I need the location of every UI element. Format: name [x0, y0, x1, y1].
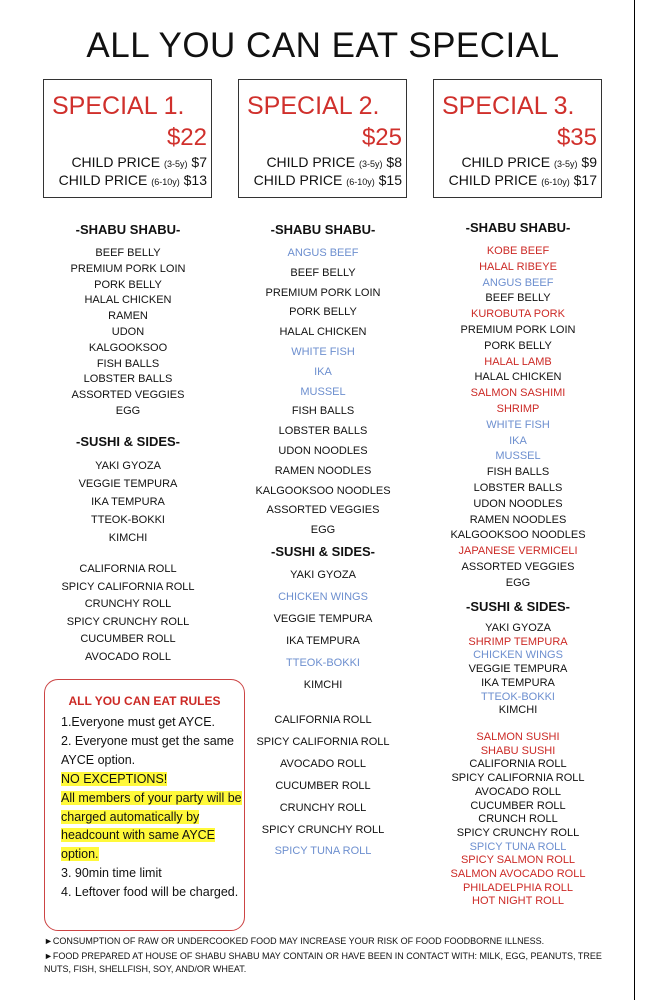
- menu-item: VEGGIE TEMPURA: [468, 663, 568, 676]
- child-price-young: CHILD PRICE (3-5y) $7: [71, 154, 207, 170]
- menu-item: SALMON AVOCADO ROLL: [450, 868, 586, 880]
- menu-item: SHRIMP: [496, 403, 540, 415]
- menu-item: SPICY CALIFORNIA ROLL: [451, 772, 585, 785]
- menu-item: BEEF BELLY: [290, 266, 356, 279]
- menu-item: PHILADELPHIA ROLL: [462, 881, 574, 894]
- menu-item: UDON NOODLES: [473, 497, 563, 510]
- menu-item: IKA: [314, 365, 332, 378]
- menu-item: EGG: [310, 524, 336, 537]
- menu-item: LOBSTER BALLS: [473, 482, 563, 494]
- allergen-warning-line-2: NUTS, FISH, SHELLFISH, SOY, AND/OR WHEAT.: [44, 964, 247, 974]
- menu-item: CUCUMBER ROLL: [470, 799, 566, 812]
- menu-item: KALGOOKSOO: [88, 341, 168, 354]
- menu-item: KIMCHI: [303, 678, 343, 691]
- menu-item: CRUNCHY ROLL: [279, 801, 367, 814]
- menu-item: ANGUS BEEF: [287, 247, 359, 259]
- child-price-older: CHILD PRICE (6-10y) $15: [253, 172, 402, 188]
- menu-item: KIMCHI: [498, 704, 538, 717]
- allergen-warning-line-1: ►FOOD PREPARED AT HOUSE OF SHABU SHABU MAY CONTAIN OR HAVE BEEN IN CONTACT WITH: MILK, EGG, PEANUTS, TREE: [44, 951, 602, 961]
- menu-item: ASSORTED VEGGIES: [71, 389, 185, 402]
- special-name: SPECIAL 1.: [52, 92, 185, 120]
- menu-item: CRUNCHY ROLL: [84, 598, 172, 611]
- menu-item: WHITE FISH: [291, 346, 355, 358]
- menu-item: SHRIMP TEMPURA: [468, 635, 568, 648]
- menu-item: ASSORTED VEGGIES: [461, 561, 575, 573]
- menu-item: PREMIUM PORK LOIN: [265, 286, 381, 299]
- menu-item: SALMON SASHIMI: [470, 387, 566, 400]
- shabu-header: -SHABU SHABU-: [75, 222, 181, 237]
- menu-item: CUCUMBER ROLL: [80, 633, 176, 646]
- menu-item: CUCUMBER ROLL: [275, 779, 371, 792]
- shabu-header: -SHABU SHABU-: [270, 222, 376, 237]
- menu-item: PREMIUM PORK LOIN: [460, 324, 576, 336]
- menu-item: SHABU SUSHI: [480, 744, 556, 757]
- menu-item: SPICY CRUNCHY ROLL: [66, 615, 190, 628]
- menu-item: VEGGIE TEMPURA: [78, 477, 178, 490]
- menu-item: KIMCHI: [108, 531, 148, 544]
- menu-item: PORK BELLY: [484, 339, 552, 352]
- menu-item: CALIFORNIA ROLL: [469, 758, 567, 771]
- menu-item: IKA TEMPURA: [286, 634, 360, 647]
- special-name: SPECIAL 2.: [247, 92, 380, 120]
- menu-item: FISH BALLS: [96, 357, 160, 370]
- menu-item: SPICY CALIFORNIA ROLL: [61, 580, 195, 593]
- menu-item: CHICKEN WINGS: [278, 590, 368, 603]
- special-price: $22: [166, 124, 207, 151]
- child-price-older: CHILD PRICE (6-10y) $13: [58, 172, 207, 188]
- menu-item: PREMIUM PORK LOIN: [70, 262, 186, 275]
- page-title: ALL YOU CAN EAT SPECIAL: [86, 26, 560, 65]
- menu-item: BEEF BELLY: [485, 292, 551, 305]
- menu-item: CALIFORNIA ROLL: [79, 563, 177, 575]
- menu-item: CALIFORNIA ROLL: [274, 714, 372, 726]
- menu-item: KALGOOKSOO NOODLES: [255, 484, 391, 497]
- menu-item: ANGUS BEEF: [482, 276, 554, 289]
- menu-item: MUSSEL: [495, 450, 541, 463]
- special-2-menu: [238, 0, 408, 1000]
- menu-item: LOBSTER BALLS: [83, 373, 173, 386]
- child-price-young: CHILD PRICE (3-5y) $8: [266, 154, 402, 170]
- rule-4: 4. Leftover food will be charged.: [61, 885, 239, 900]
- menu-item: AVOCADO ROLL: [280, 757, 366, 770]
- menu-item: EGG: [115, 405, 141, 417]
- menu-item: SPICY CRUNCHY ROLL: [261, 823, 385, 836]
- menu-item: CHICKEN WINGS: [473, 649, 563, 662]
- menu-item: KALGOOKSOO NOODLES: [450, 529, 586, 542]
- menu-item: AVOCADO ROLL: [475, 785, 561, 798]
- menu-item: HALAL CHICKEN: [279, 326, 367, 339]
- menu-item: HALAL RIBEYE: [479, 260, 557, 273]
- menu-item: IKA TEMPURA: [91, 495, 165, 508]
- sushi-header: -SUSHI & SIDES-: [75, 434, 180, 449]
- raw-food-warning: ►CONSUMPTION OF RAW OR UNDERCOOKED FOOD MAY INCREASE YOUR RISK OF FOOD FOODBORNE ILLNESS.: [44, 936, 545, 946]
- menu-item: HALAL LAMB: [484, 355, 552, 368]
- menu-item: BEEF BELLY: [95, 247, 161, 259]
- menu-item: VEGGIE TEMPURA: [273, 612, 373, 625]
- menu-item: PORK BELLY: [94, 278, 162, 291]
- rule-2-emphasis: NO EXCEPTIONS!: [61, 771, 168, 786]
- child-price-young: CHILD PRICE (3-5y) $9: [461, 154, 597, 170]
- special-name: SPECIAL 3.: [442, 92, 575, 120]
- menu-item: SPICY CALIFORNIA ROLL: [256, 735, 390, 748]
- menu-item: IKA: [509, 434, 527, 447]
- rules-title: ALL YOU CAN EAT RULES: [68, 694, 221, 708]
- menu-item: RAMEN NOODLES: [274, 464, 372, 477]
- menu-item: SPICY CRUNCHY ROLL: [456, 826, 580, 839]
- menu-item: JAPANESE VERMICELI: [458, 545, 578, 558]
- menu-item: WHITE FISH: [486, 418, 550, 431]
- menu-item: IKA TEMPURA: [481, 676, 555, 689]
- menu-item: RAMEN: [108, 310, 148, 323]
- sushi-header: -SUSHI & SIDES-: [465, 599, 570, 614]
- menu-item: UDON NOODLES: [278, 445, 368, 457]
- menu-item: RAMEN NOODLES: [469, 513, 567, 526]
- menu-item: YAKI GYOZA: [95, 460, 161, 472]
- page-edge-line: [634, 0, 635, 1000]
- menu-item: KUROBUTA PORK: [471, 308, 565, 321]
- special-price: $25: [361, 124, 402, 151]
- shabu-header: -SHABU SHABU-: [465, 220, 571, 235]
- menu-item: HOT NIGHT ROLL: [472, 895, 564, 908]
- sushi-header: -SUSHI & SIDES-: [270, 544, 375, 559]
- rule-2-detail: All members of your party will be charged automatically by headcount with same AYCE option.: [61, 790, 242, 862]
- menu-item: TTEOK-BOKKI: [91, 513, 165, 526]
- rule-2: 2. Everyone must get the same AYCE option.: [61, 733, 235, 767]
- ayce-rules-box: [44, 679, 245, 931]
- menu-item: SPICY SALMON ROLL: [460, 854, 576, 867]
- menu-item: AVOCADO ROLL: [85, 651, 171, 663]
- rule-3: 3. 90min time limit: [61, 866, 162, 881]
- menu-item: SPICY TUNA ROLL: [274, 845, 372, 858]
- menu-item: EGG: [505, 576, 531, 589]
- menu-item: CRUNCH ROLL: [478, 813, 558, 826]
- rules-text: [61, 713, 243, 902]
- menu-item: HALAL CHICKEN: [84, 294, 172, 307]
- menu-item: FISH BALLS: [486, 466, 550, 479]
- menu-item: TTEOK-BOKKI: [481, 690, 555, 703]
- menu-item: HALAL CHICKEN: [474, 371, 562, 384]
- menu-item: KOBE BEEF: [486, 245, 550, 257]
- menu-item: YAKI GYOZA: [290, 569, 356, 581]
- child-price-older: CHILD PRICE (6-10y) $17: [448, 172, 597, 188]
- menu-item: LOBSTER BALLS: [278, 425, 368, 438]
- menu-item: FISH BALLS: [291, 405, 355, 418]
- menu-item: TTEOK-BOKKI: [286, 656, 360, 669]
- menu-item: PORK BELLY: [289, 306, 357, 319]
- menu-item: UDON: [111, 326, 145, 338]
- rule-1: 1.Everyone must get AYCE.: [61, 715, 216, 729]
- menu-item: SALMON SUSHI: [476, 731, 560, 743]
- menu-item: MUSSEL: [300, 385, 346, 398]
- special-3-menu: [433, 0, 603, 1000]
- menu-item: SPICY TUNA ROLL: [469, 840, 567, 853]
- menu-item: ASSORTED VEGGIES: [266, 504, 380, 517]
- menu-item: YAKI GYOZA: [485, 622, 551, 634]
- special-price: $35: [556, 124, 597, 151]
